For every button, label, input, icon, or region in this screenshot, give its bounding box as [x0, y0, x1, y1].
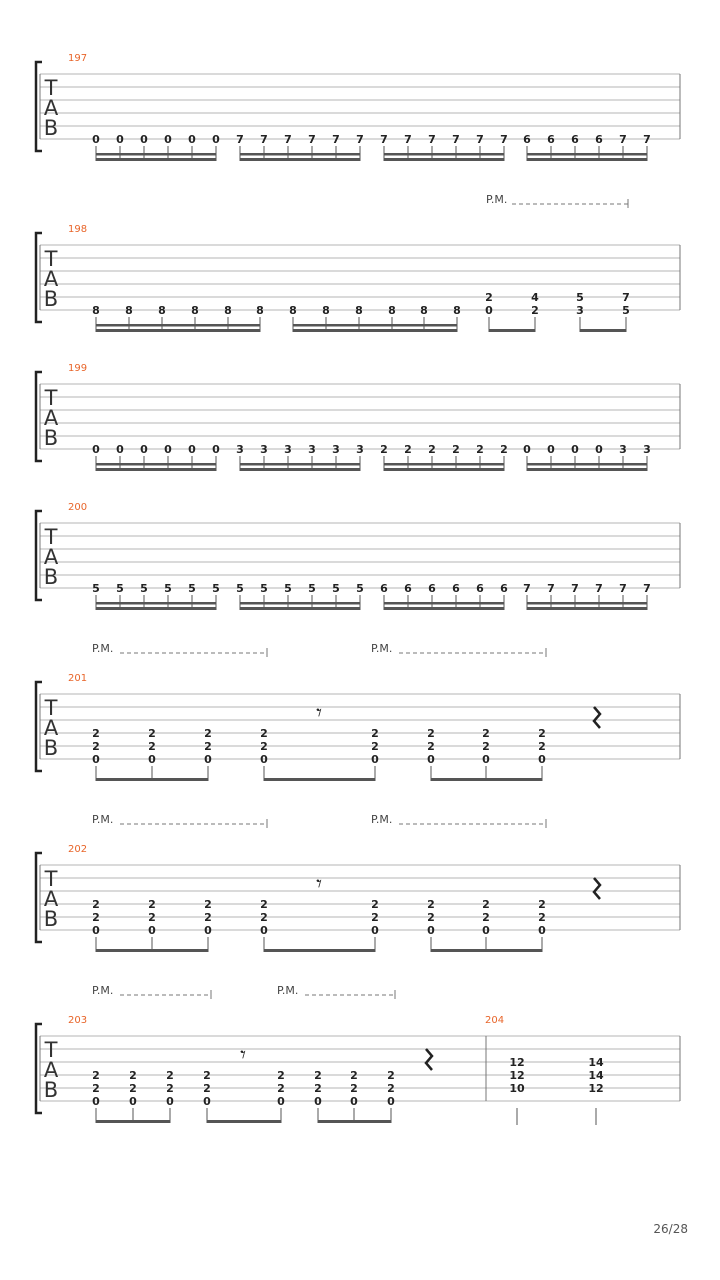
fret-number: 2 — [538, 727, 546, 740]
fret-number: 6 — [523, 133, 531, 146]
fret-number: 0 — [595, 443, 603, 456]
fret-number: 2 — [148, 911, 156, 924]
fret-number: 7 — [619, 133, 627, 146]
fret-number: 6 — [428, 582, 436, 595]
beam — [96, 158, 216, 161]
palm-mute-label: P.M. — [371, 642, 393, 655]
fret-number: 0 — [92, 1095, 100, 1108]
fret-number: 6 — [500, 582, 508, 595]
fret-number: 2 — [538, 911, 546, 924]
fret-number: 8 — [125, 304, 133, 317]
fret-number: 7 — [404, 133, 412, 146]
tab-clef-letter: A — [43, 887, 59, 911]
measure-number: 203 — [68, 1015, 88, 1026]
fret-number: 0 — [371, 924, 379, 937]
eighth-rest: 𝄾 — [240, 1043, 246, 1068]
fret-number: 3 — [332, 443, 340, 456]
tab-clef-letter: T — [44, 525, 58, 549]
fret-number: 3 — [643, 443, 651, 456]
fret-number: 7 — [571, 582, 579, 595]
measure-number: 201 — [68, 673, 88, 684]
fret-number: 5 — [260, 582, 268, 595]
fret-number: 5 — [92, 582, 100, 595]
fret-number: 2 — [427, 911, 435, 924]
tab-clef-letter: T — [44, 1038, 58, 1062]
fret-number: 0 — [427, 924, 435, 937]
fret-number: 5 — [116, 582, 124, 595]
system-bracket — [36, 511, 42, 600]
palm-mute-label: P.M. — [92, 984, 114, 997]
fret-number: 0 — [212, 133, 220, 146]
fret-number: 7 — [332, 133, 340, 146]
fret-number: 0 — [538, 924, 546, 937]
fret-number: 14 — [588, 1056, 604, 1069]
fret-number: 2 — [92, 727, 100, 740]
fret-number: 0 — [188, 133, 196, 146]
fret-number: 14 — [588, 1069, 604, 1082]
fret-number: 0 — [140, 133, 148, 146]
fret-number: 2 — [204, 911, 212, 924]
tab-clef-letter: B — [43, 287, 59, 311]
system-bracket — [36, 233, 42, 322]
page-number: 26/28 — [653, 1222, 688, 1236]
fret-number: 2 — [92, 1082, 100, 1095]
fret-number: 3 — [576, 304, 584, 317]
beam — [527, 158, 647, 161]
measure-number: 200 — [68, 502, 88, 513]
fret-number: 6 — [476, 582, 484, 595]
tab-clef-letter: B — [43, 565, 59, 589]
fret-number: 0 — [260, 924, 268, 937]
measure-number: 202 — [68, 844, 88, 855]
fret-number: 3 — [236, 443, 244, 456]
fret-number: 10 — [509, 1082, 525, 1095]
fret-number: 2 — [538, 898, 546, 911]
beam — [96, 607, 216, 610]
fret-number: 0 — [148, 924, 156, 937]
beam — [240, 607, 360, 610]
fret-number: 6 — [571, 133, 579, 146]
fret-number: 0 — [387, 1095, 395, 1108]
fret-number: 0 — [203, 1095, 211, 1108]
fret-number: 2 — [260, 740, 268, 753]
fret-number: 0 — [260, 753, 268, 766]
fret-number: 8 — [322, 304, 330, 317]
system-bracket — [36, 682, 42, 771]
fret-number: 2 — [314, 1082, 322, 1095]
fret-number: 3 — [619, 443, 627, 456]
fret-number: 7 — [260, 133, 268, 146]
beam — [96, 463, 216, 466]
beam — [384, 602, 504, 605]
beam — [96, 324, 260, 327]
palm-mute-label: P.M. — [92, 642, 114, 655]
fret-number: 0 — [166, 1095, 174, 1108]
fret-number: 0 — [129, 1095, 137, 1108]
quarter-rest — [594, 707, 600, 728]
fret-number: 7 — [308, 133, 316, 146]
beam — [580, 329, 626, 332]
fret-number: 0 — [482, 753, 490, 766]
fret-number: 6 — [404, 582, 412, 595]
fret-number: 2 — [260, 727, 268, 740]
fret-number: 6 — [452, 582, 460, 595]
palm-mute-label: P.M. — [92, 813, 114, 826]
fret-number: 0 — [482, 924, 490, 937]
system-bracket — [36, 62, 42, 151]
fret-number: 3 — [260, 443, 268, 456]
fret-number: 2 — [92, 740, 100, 753]
fret-number: 5 — [284, 582, 292, 595]
tab-clef-letter: A — [43, 406, 59, 430]
fret-number: 5 — [308, 582, 316, 595]
fret-number: 2 — [371, 740, 379, 753]
fret-number: 8 — [191, 304, 199, 317]
beam — [264, 778, 375, 781]
fret-number: 0 — [116, 133, 124, 146]
fret-number: 2 — [92, 1069, 100, 1082]
fret-number: 2 — [387, 1069, 395, 1082]
tab-clef-letter: A — [43, 716, 59, 740]
eighth-rest: 𝄾 — [316, 872, 322, 897]
fret-number: 0 — [140, 443, 148, 456]
palm-mute-label: P.M. — [371, 813, 393, 826]
beam — [96, 1120, 170, 1123]
eighth-rest: 𝄾 — [316, 701, 322, 726]
fret-number: 2 — [482, 911, 490, 924]
fret-number: 0 — [204, 753, 212, 766]
beam — [96, 778, 208, 781]
fret-number: 2 — [404, 443, 412, 456]
fret-number: 0 — [547, 443, 555, 456]
fret-number: 5 — [236, 582, 244, 595]
fret-number: 8 — [289, 304, 297, 317]
tab-clef-letter: T — [44, 76, 58, 100]
fret-number: 7 — [476, 133, 484, 146]
fret-number: 2 — [371, 727, 379, 740]
tab-clef-letter: T — [44, 247, 58, 271]
fret-number: 2 — [129, 1082, 137, 1095]
fret-number: 2 — [277, 1082, 285, 1095]
fret-number: 0 — [523, 443, 531, 456]
fret-number: 0 — [427, 753, 435, 766]
fret-number: 8 — [388, 304, 396, 317]
fret-number: 8 — [158, 304, 166, 317]
fret-number: 0 — [164, 443, 172, 456]
fret-number: 2 — [92, 898, 100, 911]
tab-clef-letter: T — [44, 867, 58, 891]
measure-number: 198 — [68, 224, 88, 235]
fret-number: 6 — [595, 133, 603, 146]
tab-clef-letter: A — [43, 545, 59, 569]
beam — [527, 607, 647, 610]
beam — [384, 468, 504, 471]
fret-number: 7 — [236, 133, 244, 146]
fret-number: 2 — [538, 740, 546, 753]
tab-clef-letter: B — [43, 426, 59, 450]
fret-number: 5 — [140, 582, 148, 595]
fret-number: 2 — [148, 740, 156, 753]
fret-number: 2 — [427, 727, 435, 740]
fret-number: 0 — [92, 443, 100, 456]
fret-number: 2 — [380, 443, 388, 456]
beam — [384, 153, 504, 156]
fret-number: 3 — [308, 443, 316, 456]
tab-clef-letter: A — [43, 1058, 59, 1082]
fret-number: 7 — [380, 133, 388, 146]
fret-number: 5 — [164, 582, 172, 595]
beam — [527, 468, 647, 471]
beam — [293, 324, 457, 327]
fret-number: 2 — [482, 727, 490, 740]
beam — [527, 153, 647, 156]
beam — [384, 607, 504, 610]
fret-number: 2 — [260, 911, 268, 924]
fret-number: 6 — [547, 133, 555, 146]
fret-number: 12 — [509, 1056, 525, 1069]
tab-clef-letter: T — [44, 386, 58, 410]
fret-number: 0 — [148, 753, 156, 766]
beam — [240, 463, 360, 466]
fret-number: 0 — [92, 753, 100, 766]
fret-number: 8 — [224, 304, 232, 317]
tab-clef-letter: B — [43, 907, 59, 931]
beam — [240, 468, 360, 471]
fret-number: 7 — [595, 582, 603, 595]
measure-number: 204 — [485, 1015, 505, 1026]
beam — [384, 463, 504, 466]
fret-number: 3 — [284, 443, 292, 456]
fret-number: 2 — [500, 443, 508, 456]
fret-number: 0 — [164, 133, 172, 146]
fret-number: 5 — [212, 582, 220, 595]
fret-number: 5 — [356, 582, 364, 595]
fret-number: 2 — [427, 740, 435, 753]
beam — [207, 1120, 281, 1123]
fret-number: 7 — [547, 582, 555, 595]
measure-number: 197 — [68, 53, 88, 64]
fret-number: 2 — [427, 898, 435, 911]
fret-number: 2 — [92, 911, 100, 924]
beam — [431, 949, 542, 952]
beam — [384, 158, 504, 161]
beam — [96, 329, 260, 332]
fret-number: 7 — [452, 133, 460, 146]
beam — [489, 329, 535, 332]
beam — [96, 153, 216, 156]
fret-number: 2 — [204, 727, 212, 740]
fret-number: 0 — [92, 133, 100, 146]
fret-number: 0 — [371, 753, 379, 766]
fret-number: 0 — [212, 443, 220, 456]
fret-number: 2 — [485, 291, 493, 304]
fret-number: 2 — [482, 740, 490, 753]
beam — [527, 602, 647, 605]
fret-number: 2 — [277, 1069, 285, 1082]
fret-number: 6 — [380, 582, 388, 595]
fret-number: 2 — [482, 898, 490, 911]
fret-number: 5 — [576, 291, 584, 304]
beam — [240, 153, 360, 156]
fret-number: 12 — [509, 1069, 525, 1082]
fret-number: 2 — [350, 1082, 358, 1095]
fret-number: 12 — [588, 1082, 604, 1095]
measure-number: 199 — [68, 363, 88, 374]
fret-number: 2 — [204, 740, 212, 753]
tab-clef-letter: T — [44, 696, 58, 720]
fret-number: 7 — [523, 582, 531, 595]
fret-number: 2 — [260, 898, 268, 911]
fret-number: 0 — [116, 443, 124, 456]
beam — [431, 778, 542, 781]
fret-number: 0 — [277, 1095, 285, 1108]
fret-number: 2 — [452, 443, 460, 456]
tab-clef-letter: B — [43, 1078, 59, 1102]
fret-number: 7 — [500, 133, 508, 146]
fret-number: 2 — [428, 443, 436, 456]
beam — [240, 158, 360, 161]
beam — [96, 949, 208, 952]
fret-number: 7 — [428, 133, 436, 146]
beam — [293, 329, 457, 332]
system-bracket — [36, 853, 42, 942]
quarter-rest — [594, 878, 600, 899]
fret-number: 0 — [485, 304, 493, 317]
fret-number: 5 — [332, 582, 340, 595]
fret-number: 0 — [571, 443, 579, 456]
fret-number: 8 — [453, 304, 461, 317]
fret-number: 2 — [148, 898, 156, 911]
fret-number: 2 — [203, 1082, 211, 1095]
fret-number: 0 — [188, 443, 196, 456]
system-bracket — [36, 1024, 42, 1113]
fret-number: 8 — [420, 304, 428, 317]
fret-number: 8 — [355, 304, 363, 317]
fret-number: 7 — [284, 133, 292, 146]
fret-number: 2 — [203, 1069, 211, 1082]
palm-mute-label: P.M. — [277, 984, 299, 997]
fret-number: 0 — [204, 924, 212, 937]
fret-number: 7 — [356, 133, 364, 146]
palm-mute-label: P.M. — [486, 193, 508, 206]
beam — [96, 468, 216, 471]
fret-number: 2 — [371, 898, 379, 911]
fret-number: 5 — [622, 304, 630, 317]
fret-number: 8 — [256, 304, 264, 317]
fret-number: 7 — [619, 582, 627, 595]
system-bracket — [36, 372, 42, 461]
fret-number: 2 — [314, 1069, 322, 1082]
tab-clef-letter: B — [43, 736, 59, 760]
tab-clef-letter: B — [43, 116, 59, 140]
fret-number: 2 — [166, 1069, 174, 1082]
fret-number: 7 — [643, 582, 651, 595]
beam — [240, 602, 360, 605]
tab-clef-letter: A — [43, 96, 59, 120]
fret-number: 5 — [188, 582, 196, 595]
fret-number: 3 — [356, 443, 364, 456]
fret-number: 2 — [166, 1082, 174, 1095]
fret-number: 0 — [92, 924, 100, 937]
fret-number: 8 — [92, 304, 100, 317]
beam — [527, 463, 647, 466]
fret-number: 2 — [204, 898, 212, 911]
fret-number: 0 — [314, 1095, 322, 1108]
quarter-rest — [426, 1049, 432, 1070]
tab-clef-letter: A — [43, 267, 59, 291]
fret-number: 2 — [129, 1069, 137, 1082]
fret-number: 0 — [538, 753, 546, 766]
fret-number: 2 — [476, 443, 484, 456]
fret-number: 7 — [622, 291, 630, 304]
beam — [318, 1120, 391, 1123]
beam — [264, 949, 375, 952]
beam — [96, 602, 216, 605]
fret-number: 4 — [531, 291, 539, 304]
fret-number: 2 — [531, 304, 539, 317]
fret-number: 2 — [371, 911, 379, 924]
fret-number: 7 — [643, 133, 651, 146]
fret-number: 0 — [350, 1095, 358, 1108]
fret-number: 2 — [350, 1069, 358, 1082]
fret-number: 2 — [387, 1082, 395, 1095]
fret-number: 2 — [148, 727, 156, 740]
